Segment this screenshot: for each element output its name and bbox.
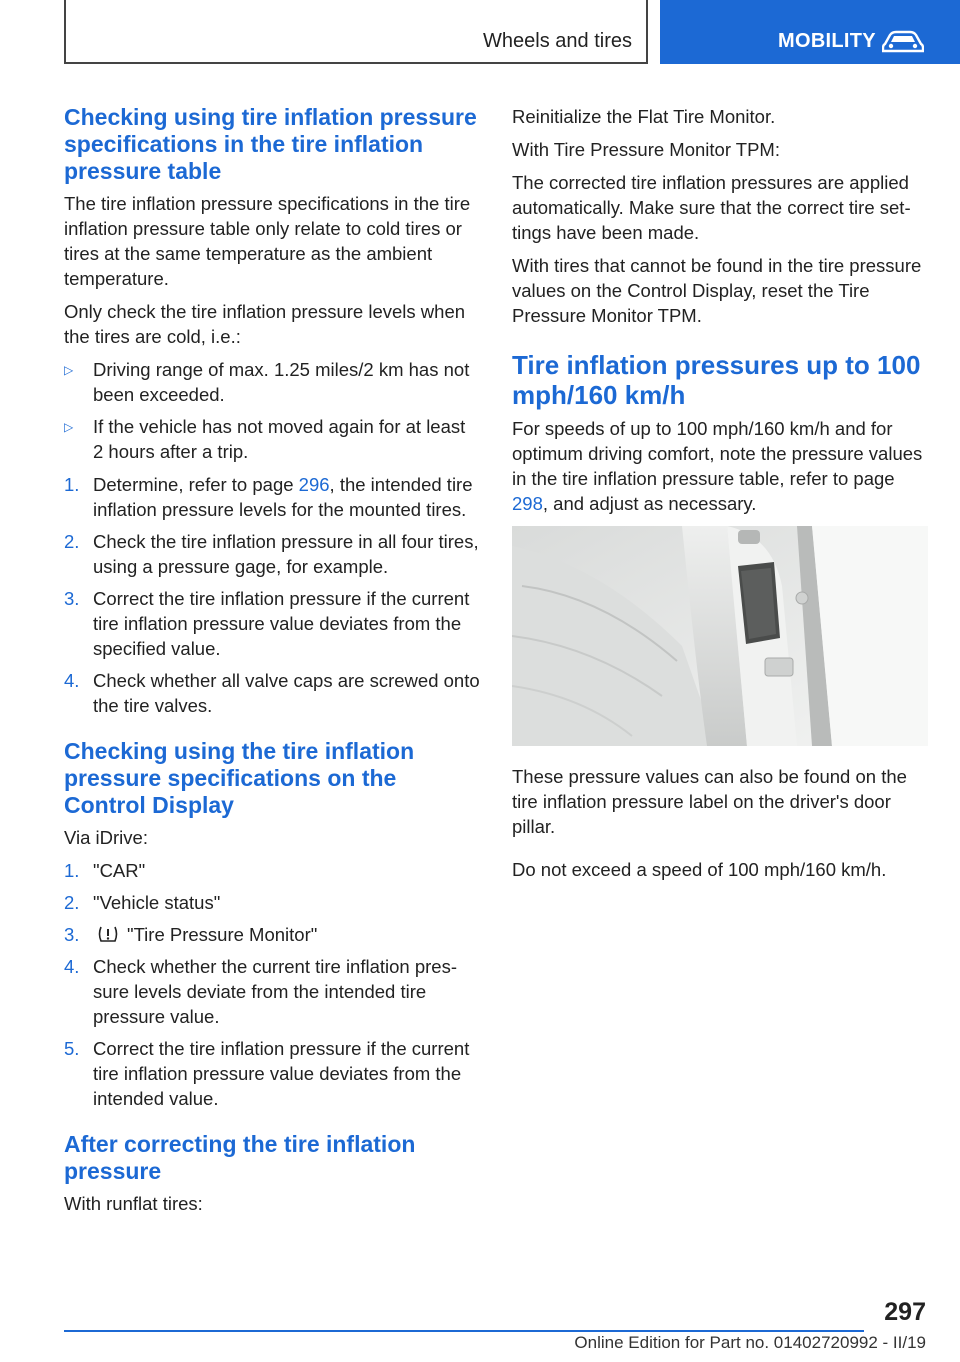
list-item: 1. "CAR" [64, 860, 146, 881]
list-item: 2. "Vehicle status" [64, 892, 221, 913]
page-number: 297 [884, 1298, 926, 1326]
list-item: 2. Check the tire inflation pressure in all four tires, using a pressure gage, for example. [64, 531, 479, 577]
paragraph-door-pillar: These pressure values can also be found on the tire inflation pressure label on the driver's door pillar. [512, 766, 907, 837]
list-item: ▷ Driving range of max. 1.25 miles/2 km has not been exceeded. [64, 359, 470, 405]
paragraph-pressure-table-ref: For speeds of up to 100 mph/160 km/h and for optimum driving comfort, note the pressure values in the tire inflation pressure table, refer to page 298, and adjust as necessary. [512, 418, 923, 514]
right-column [512, 104, 928, 890]
paragraph-applied-auto: The corrected tire inflation pressures are applied automatically. Make sure that the correct tire settings have been made. [512, 172, 911, 243]
page-link[interactable]: 298 [512, 493, 543, 514]
heading-pressures-100mph: Tire inflation pressures up to 100 mph/160 km/h [512, 350, 921, 410]
list-item: 4. Check whether the current tire inflation pressure levels deviate from the intended tire pressure value. [64, 956, 458, 1027]
paragraph-reinitialize: Reinitialize the Flat Tire Monitor. [512, 106, 776, 127]
section-title: Wheels and tires [483, 30, 632, 52]
heading-check-display: Checking using the tire inflation pressure specifications on the Control Display [64, 738, 415, 818]
paragraph-reset-tpm: With tires that cannot be found in the tire pressure values on the Control Display, reset the Tire Pressure Monitor TPM. [512, 255, 922, 326]
header-section-box [64, 0, 648, 64]
list-item: 3. "Tire Pressure Monitor" [64, 924, 318, 945]
paragraph-speed-limit: Do not exceed a speed of 100 mph/160 km/h. [512, 859, 887, 880]
bullet-list [64, 357, 480, 464]
paragraph-via-idrive: Via iDrive: [64, 827, 148, 848]
paragraph-runflat: With runflat tires: [64, 1193, 203, 1214]
tire-pressure-warning-icon [97, 925, 119, 943]
triangle-bullet-icon: ▷ [64, 363, 74, 377]
list-item: 4. Check whether all valve caps are screwed onto the tire valves. [64, 670, 480, 716]
steps-list-table [64, 472, 480, 718]
list-item: 1. Determine, refer to page 296, the intended tire inflation pressure levels for the mounted tires. [64, 474, 473, 520]
left-column [64, 104, 480, 1224]
list-item: 5. Correct the tire inflation pressure if the current tire inflation pressure value deviates from the intended value. [64, 1038, 470, 1109]
door-pillar-illustration [512, 526, 928, 746]
door-pillar-label-illustration [512, 526, 928, 746]
paragraph-cold-tires: The tire inflation pressure specifications in the tire inflation pressure table only relate to cold tires or tires at the same temperature as the ambient temperature. [64, 193, 471, 289]
list-item: 3. Correct the tire inflation pressure if the current tire inflation pressure value deviates from the specified value. [64, 588, 470, 659]
paragraph-check-when-cold: Only check the tire inflation pressure levels when the tires are cold, i.e.: [64, 301, 466, 347]
heading-after-correcting: After correcting the tire inflation pressure [64, 1131, 416, 1184]
footer-edition: Online Edition for Part no. 01402720992 - II/19 [574, 1333, 926, 1352]
triangle-bullet-icon: ▷ [64, 420, 74, 434]
heading-check-table: Checking using tire inflation pressure specifications in the tire inflation pressure table [64, 104, 477, 184]
steps-list-display [64, 858, 480, 1111]
chapter-title: MOBILITY [778, 30, 876, 52]
car-icon [882, 30, 924, 54]
chapter-tab[interactable] [660, 0, 960, 64]
list-item: ▷ If the vehicle has not moved again for at least 2 hours after a trip. [64, 416, 466, 462]
footer-rule [64, 1330, 864, 1332]
page-link[interactable]: 296 [298, 474, 330, 495]
paragraph-with-tpm: With Tire Pressure Monitor TPM: [512, 139, 780, 160]
